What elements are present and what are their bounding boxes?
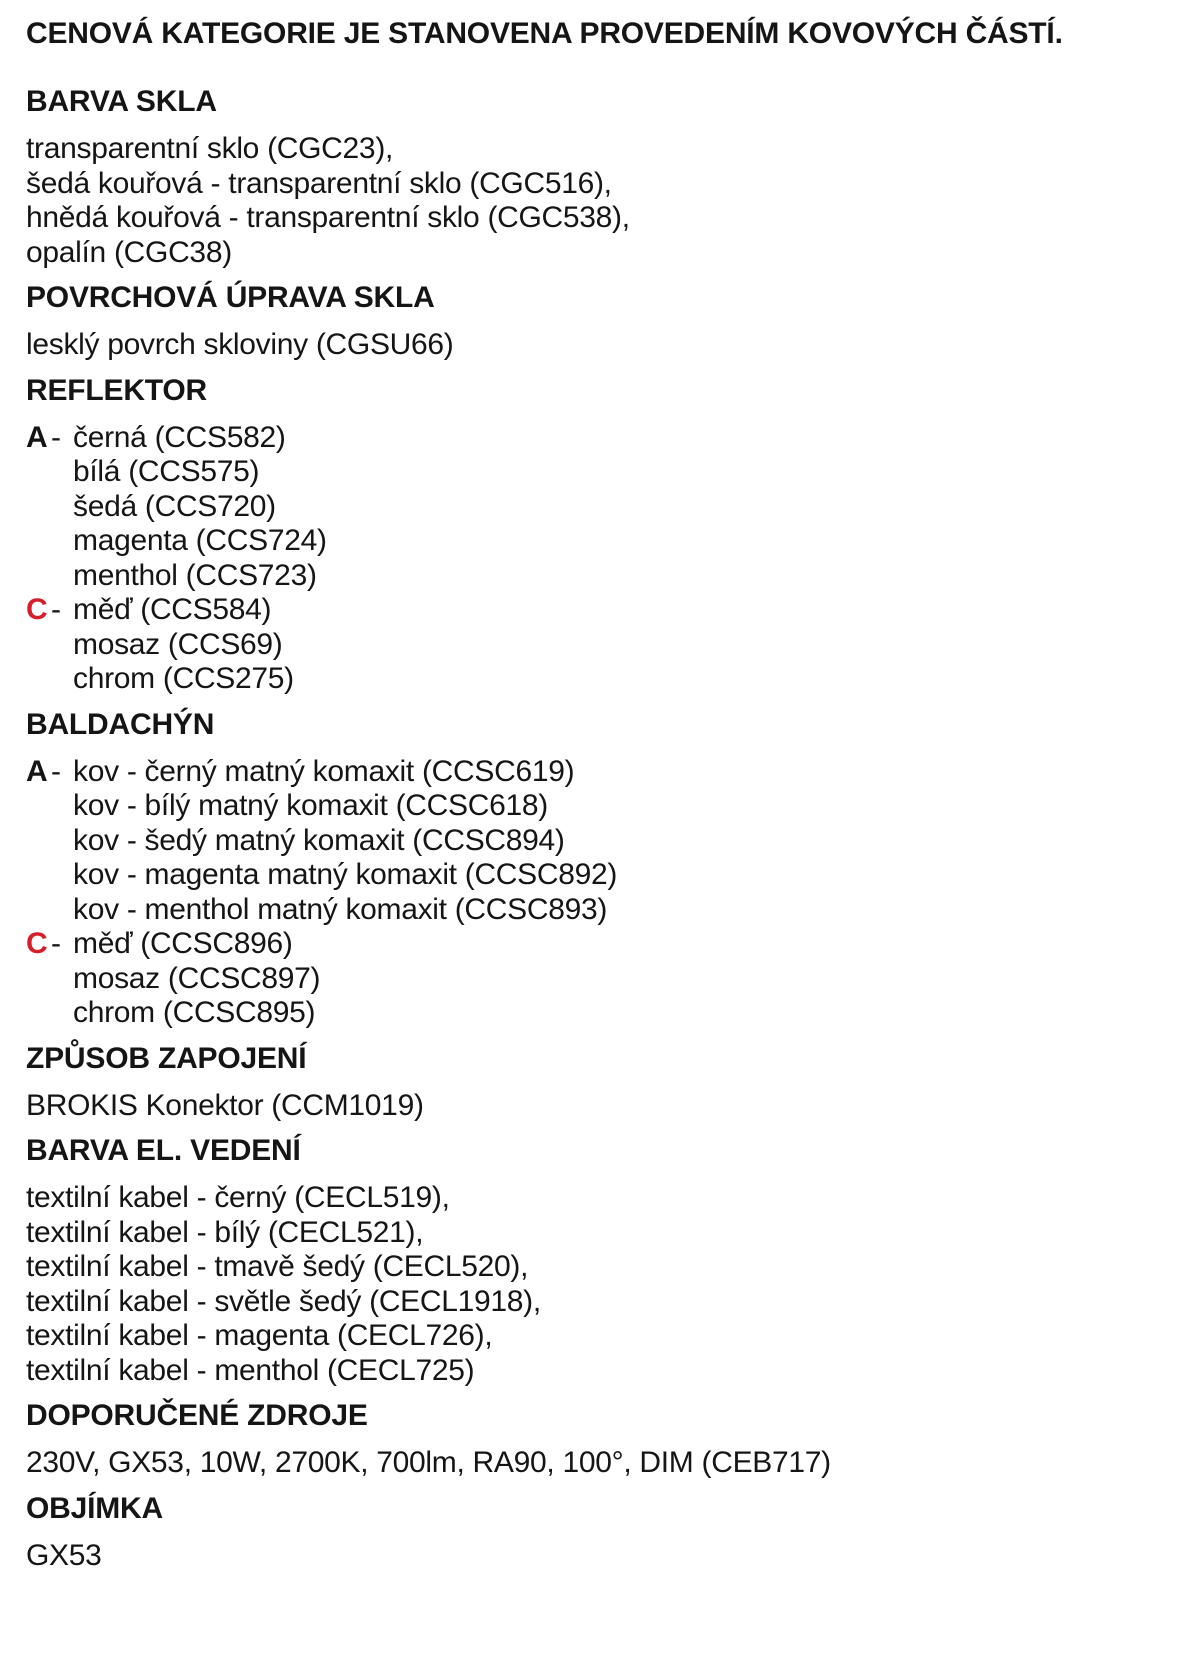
category-letter: A <box>26 754 48 788</box>
category-dash: - <box>51 593 61 626</box>
list-item: kov - bílý matný komaxit (CCSC618) <box>73 789 548 822</box>
list-item: transparentní sklo (CGC23), <box>26 132 394 165</box>
list-item: mosaz (CCSC897) <box>73 961 321 995</box>
category-row <box>26 593 1200 628</box>
list-item: textilní kabel - magenta (CECL726), <box>26 1319 493 1352</box>
section-lines <box>26 132 1200 270</box>
list-item: 230V, GX53, 10W, 2700K, 700lm, RA90, 100°, DIM (CEB717) <box>26 1446 831 1479</box>
list-item: chrom (CCS275) <box>73 662 294 695</box>
list-item: kov - menthol matný komaxit (CCSC893) <box>73 892 608 926</box>
category-letter: A <box>26 420 48 454</box>
list-item: menthol (CCS723) <box>73 558 317 592</box>
section-heading: POVRCHOVÁ ÚPRAVA SKLA <box>26 281 435 314</box>
section-heading: BARVA SKLA <box>26 85 217 118</box>
category-letter: C <box>26 927 48 960</box>
price-category-note: CENOVÁ KATEGORIE JE STANOVENA PROVEDENÍM KOVOVÝCH ČÁSTÍ. <box>26 17 1063 50</box>
section-lines <box>26 755 1200 1031</box>
category-row <box>26 421 1200 456</box>
list-item: šedá kouřová - transparentní sklo (CGC516), <box>26 166 612 200</box>
section-heading: DOPORUČENÉ ZDROJE <box>26 1399 368 1432</box>
list-item: magenta (CCS724) <box>73 524 327 557</box>
list-item: hnědá kouřová - transparentní sklo (CGC538), <box>26 201 630 234</box>
category-letter: C <box>26 593 48 626</box>
section-lines <box>26 1089 1200 1124</box>
section-heading: BALDACHÝN <box>26 707 215 741</box>
section-canopy <box>26 707 1200 1031</box>
section-heading: OBJÍMKA <box>26 1491 163 1525</box>
section-glass-color <box>26 84 1200 270</box>
section-connection <box>26 1041 1200 1124</box>
category-row <box>26 755 1200 790</box>
section-lines <box>26 1181 1200 1388</box>
list-item: měď (CCSC896) <box>73 927 293 960</box>
section-lines <box>26 421 1200 697</box>
list-item: kov - černý matný komaxit (CCSC619) <box>73 754 575 788</box>
section-reflector <box>26 373 1200 697</box>
list-item: bílá (CCS575) <box>73 455 260 488</box>
list-item: GX53 <box>26 1538 102 1572</box>
list-item: černá (CCS582) <box>73 420 286 454</box>
section-socket <box>26 1491 1200 1574</box>
section-lines <box>26 1446 1200 1481</box>
section-heading: ZPŮSOB ZAPOJENÍ <box>26 1041 307 1075</box>
list-item: opalín (CGC38) <box>26 235 232 269</box>
list-item: kov - šedý matný komaxit (CCSC894) <box>73 823 565 857</box>
category-row <box>26 927 1200 962</box>
list-item: lesklý povrch skloviny (CGSU66) <box>26 328 454 361</box>
list-item: měď (CCS584) <box>73 593 272 626</box>
list-item: textilní kabel - černý (CECL519), <box>26 1181 450 1214</box>
section-lines <box>26 328 1200 363</box>
list-item: šedá (CCS720) <box>73 489 276 523</box>
list-item: textilní kabel - tmavě šedý (CECL520), <box>26 1250 529 1283</box>
section-glass-finish <box>26 280 1200 363</box>
category-dash: - <box>51 927 61 960</box>
section-light-source <box>26 1398 1200 1481</box>
section-heading: REFLEKTOR <box>26 373 207 407</box>
section-cable-color <box>26 1133 1200 1388</box>
category-dash: - <box>51 754 61 788</box>
list-item: textilní kabel - bílý (CECL521), <box>26 1215 424 1249</box>
list-item: chrom (CCSC895) <box>73 996 316 1029</box>
list-item: kov - magenta matný komaxit (CCSC892) <box>73 858 618 891</box>
list-item: textilní kabel - menthol (CECL725) <box>26 1353 475 1387</box>
list-item: BROKIS Konektor (CCM1019) <box>26 1088 424 1122</box>
list-item: textilní kabel - světle šedý (CECL1918), <box>26 1284 541 1318</box>
list-item: mosaz (CCS69) <box>73 627 283 661</box>
section-lines <box>26 1539 1200 1574</box>
category-dash: - <box>51 420 61 454</box>
section-heading: BARVA EL. VEDENÍ <box>26 1134 301 1167</box>
